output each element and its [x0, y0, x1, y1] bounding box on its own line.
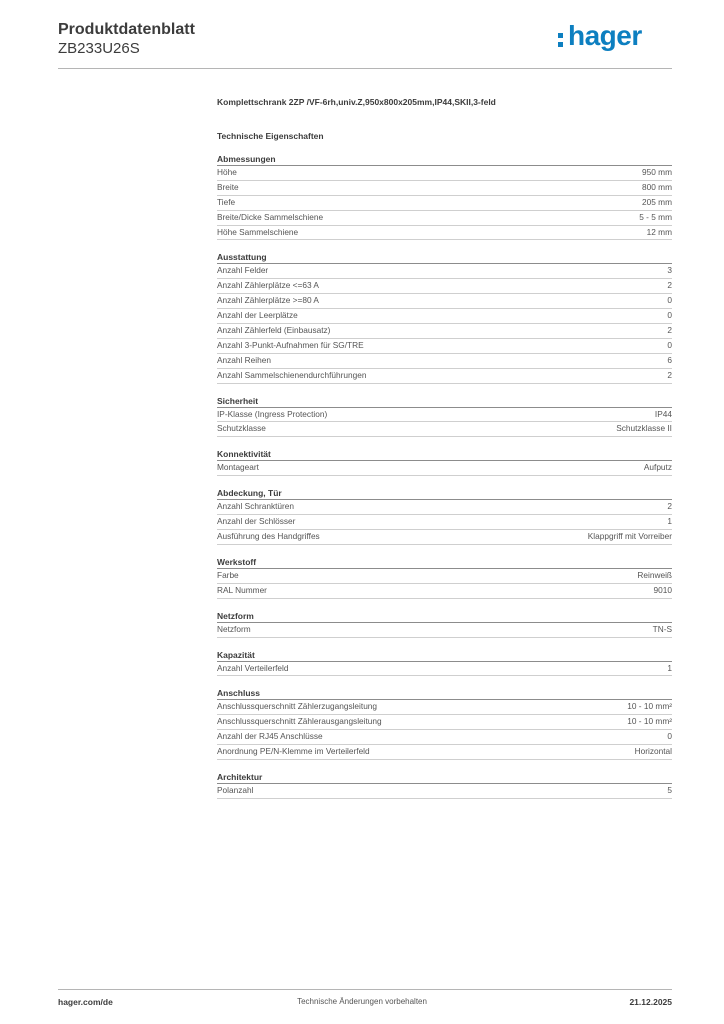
property-label: Farbe: [217, 569, 239, 580]
property-label: IP-Klasse (Ingress Protection): [217, 408, 328, 419]
section-title: Konnektivität: [217, 448, 672, 461]
property-label: Höhe Sammelschiene: [217, 226, 299, 237]
property-section: [217, 153, 672, 240]
property-value: Reinweiß: [637, 569, 672, 580]
property-value: 800 mm: [642, 181, 672, 192]
property-section: [217, 771, 672, 799]
property-label: Anzahl der RJ45 Anschlüsse: [217, 731, 323, 742]
property-label: Netzform: [217, 623, 251, 634]
property-value: 9010: [653, 584, 672, 595]
property-section: [217, 610, 672, 638]
property-label: Anzahl Zählerplätze >=80 A: [217, 295, 319, 306]
article-number: ZB233U26S: [58, 40, 140, 57]
property-row: [217, 211, 672, 226]
property-label: Höhe: [217, 167, 237, 177]
section-title: Sicherheit: [217, 395, 672, 408]
property-label: Anordnung PE/N-Klemme im Verteilerfeld: [217, 746, 370, 757]
section-title: Architektur: [217, 771, 672, 784]
property-value: 0: [667, 731, 672, 742]
footer-date: 21.12.2025: [629, 997, 672, 1007]
property-label: Anzahl der Leerplätze: [217, 310, 298, 321]
property-value: 1: [667, 516, 672, 527]
property-section: [217, 556, 672, 599]
property-label: Polanzahl: [217, 785, 254, 796]
property-row: [217, 700, 672, 715]
property-label: Tiefe: [217, 196, 236, 207]
property-label: Anzahl 3-Punkt-Aufnahmen für SG/TRE: [217, 339, 364, 350]
property-value: 2: [667, 501, 672, 512]
property-row: [217, 324, 672, 339]
property-value: 10 - 10 mm²: [627, 716, 672, 727]
property-row: [217, 515, 672, 530]
property-label: Anzahl Zählerfeld (Einbausatz): [217, 325, 331, 336]
property-row: [217, 354, 672, 369]
property-section: [217, 649, 672, 677]
technical-properties-heading: Technische Eigenschaften: [217, 131, 324, 141]
property-row: [217, 196, 672, 211]
property-value: 0: [667, 339, 672, 350]
property-row: [217, 500, 672, 515]
property-value: Klappgriff mit Vorreiber: [587, 531, 672, 542]
property-row: [217, 569, 672, 584]
property-row: [217, 294, 672, 309]
property-label: Anzahl Felder: [217, 265, 269, 276]
property-row: [217, 623, 672, 638]
property-label: Anschlussquerschnitt Zählerzugangsleitung: [217, 701, 378, 712]
hager-logo: [558, 22, 650, 62]
property-row: [217, 461, 672, 476]
property-value: 2: [667, 280, 672, 291]
property-label: Anzahl Schranktüren: [217, 501, 295, 512]
property-label: Anzahl der Schlösser: [217, 516, 296, 527]
logo-dots-icon: [558, 33, 564, 49]
property-section: [217, 687, 672, 760]
property-value: 0: [667, 310, 672, 321]
property-label: Breite/Dicke Sammelschiene: [217, 211, 324, 222]
property-row: [217, 422, 672, 437]
property-row: [217, 408, 672, 423]
property-row: [217, 369, 672, 384]
property-row: [217, 745, 672, 760]
property-row: [217, 264, 672, 279]
header-divider: [58, 68, 672, 69]
footer-notice: Technische Änderungen vorbehalten: [297, 997, 427, 1006]
property-value: 5 - 5 mm: [639, 211, 672, 222]
property-row: [217, 226, 672, 241]
property-sections: [217, 153, 672, 799]
property-label: Anzahl Zählerplätze <=63 A: [217, 280, 319, 291]
property-section: [217, 448, 672, 476]
property-section: [217, 395, 672, 438]
property-label: Schutzklasse: [217, 423, 266, 434]
section-title: Anschluss: [217, 687, 672, 700]
property-row: [217, 730, 672, 745]
property-row: [217, 279, 672, 294]
property-value: Horizontal: [634, 746, 672, 757]
property-row: [217, 309, 672, 324]
logo-text: hager: [568, 20, 642, 51]
property-row: [217, 181, 672, 196]
property-row: [217, 530, 672, 545]
footer-website: hager.com/de: [58, 997, 113, 1007]
property-label: Anschlussquerschnitt Zählerausgangsleitung: [217, 716, 382, 727]
datasheet-content: [217, 96, 672, 799]
property-value: 1: [667, 662, 672, 673]
property-row: [217, 339, 672, 354]
property-row: [217, 715, 672, 730]
property-label: RAL Nummer: [217, 584, 267, 595]
section-title: Netzform: [217, 610, 672, 623]
product-description: Komplettschrank 2ZP /VF-6rh,univ.Z,950x800x205mm,IP44,SKII,3-feld: [217, 97, 496, 107]
property-value: 10 - 10 mm²: [627, 701, 672, 712]
property-label: Anzahl Sammelschienendurchführungen: [217, 369, 367, 380]
section-title: Abdeckung, Tür: [217, 487, 672, 500]
document-header: [58, 20, 672, 58]
property-value: 2: [667, 325, 672, 336]
property-value: 3: [667, 265, 672, 276]
property-row: [217, 662, 672, 677]
property-value: 0: [667, 295, 672, 306]
section-title: Kapazität: [217, 649, 672, 662]
property-value: TN-S: [652, 623, 672, 634]
section-title: Werkstoff: [217, 556, 672, 569]
property-section: [217, 487, 672, 545]
property-section: [217, 251, 672, 383]
property-value: 2: [667, 369, 672, 380]
property-row: [217, 584, 672, 599]
property-value: 5: [667, 785, 672, 796]
section-title: Ausstattung: [217, 251, 672, 264]
section-title: Abmessungen: [217, 153, 672, 166]
property-value: 205 mm: [642, 196, 672, 207]
property-row: [217, 166, 672, 181]
footer-divider: [58, 989, 672, 990]
property-value: IP44: [654, 408, 672, 419]
property-value: Aufputz: [643, 462, 672, 473]
property-label: Breite: [217, 181, 239, 192]
property-value: 6: [667, 354, 672, 365]
property-label: Anzahl Verteilerfeld: [217, 662, 289, 673]
property-label: Anzahl Reihen: [217, 354, 271, 365]
property-label: Ausführung des Handgriffes: [217, 531, 320, 542]
document-title: Produktdatenblatt: [58, 21, 195, 38]
property-value: Schutzklasse II: [616, 423, 672, 434]
property-value: 950 mm: [642, 167, 672, 177]
property-value: 12 mm: [646, 226, 672, 237]
property-label: Montageart: [217, 462, 259, 473]
property-row: [217, 784, 672, 799]
